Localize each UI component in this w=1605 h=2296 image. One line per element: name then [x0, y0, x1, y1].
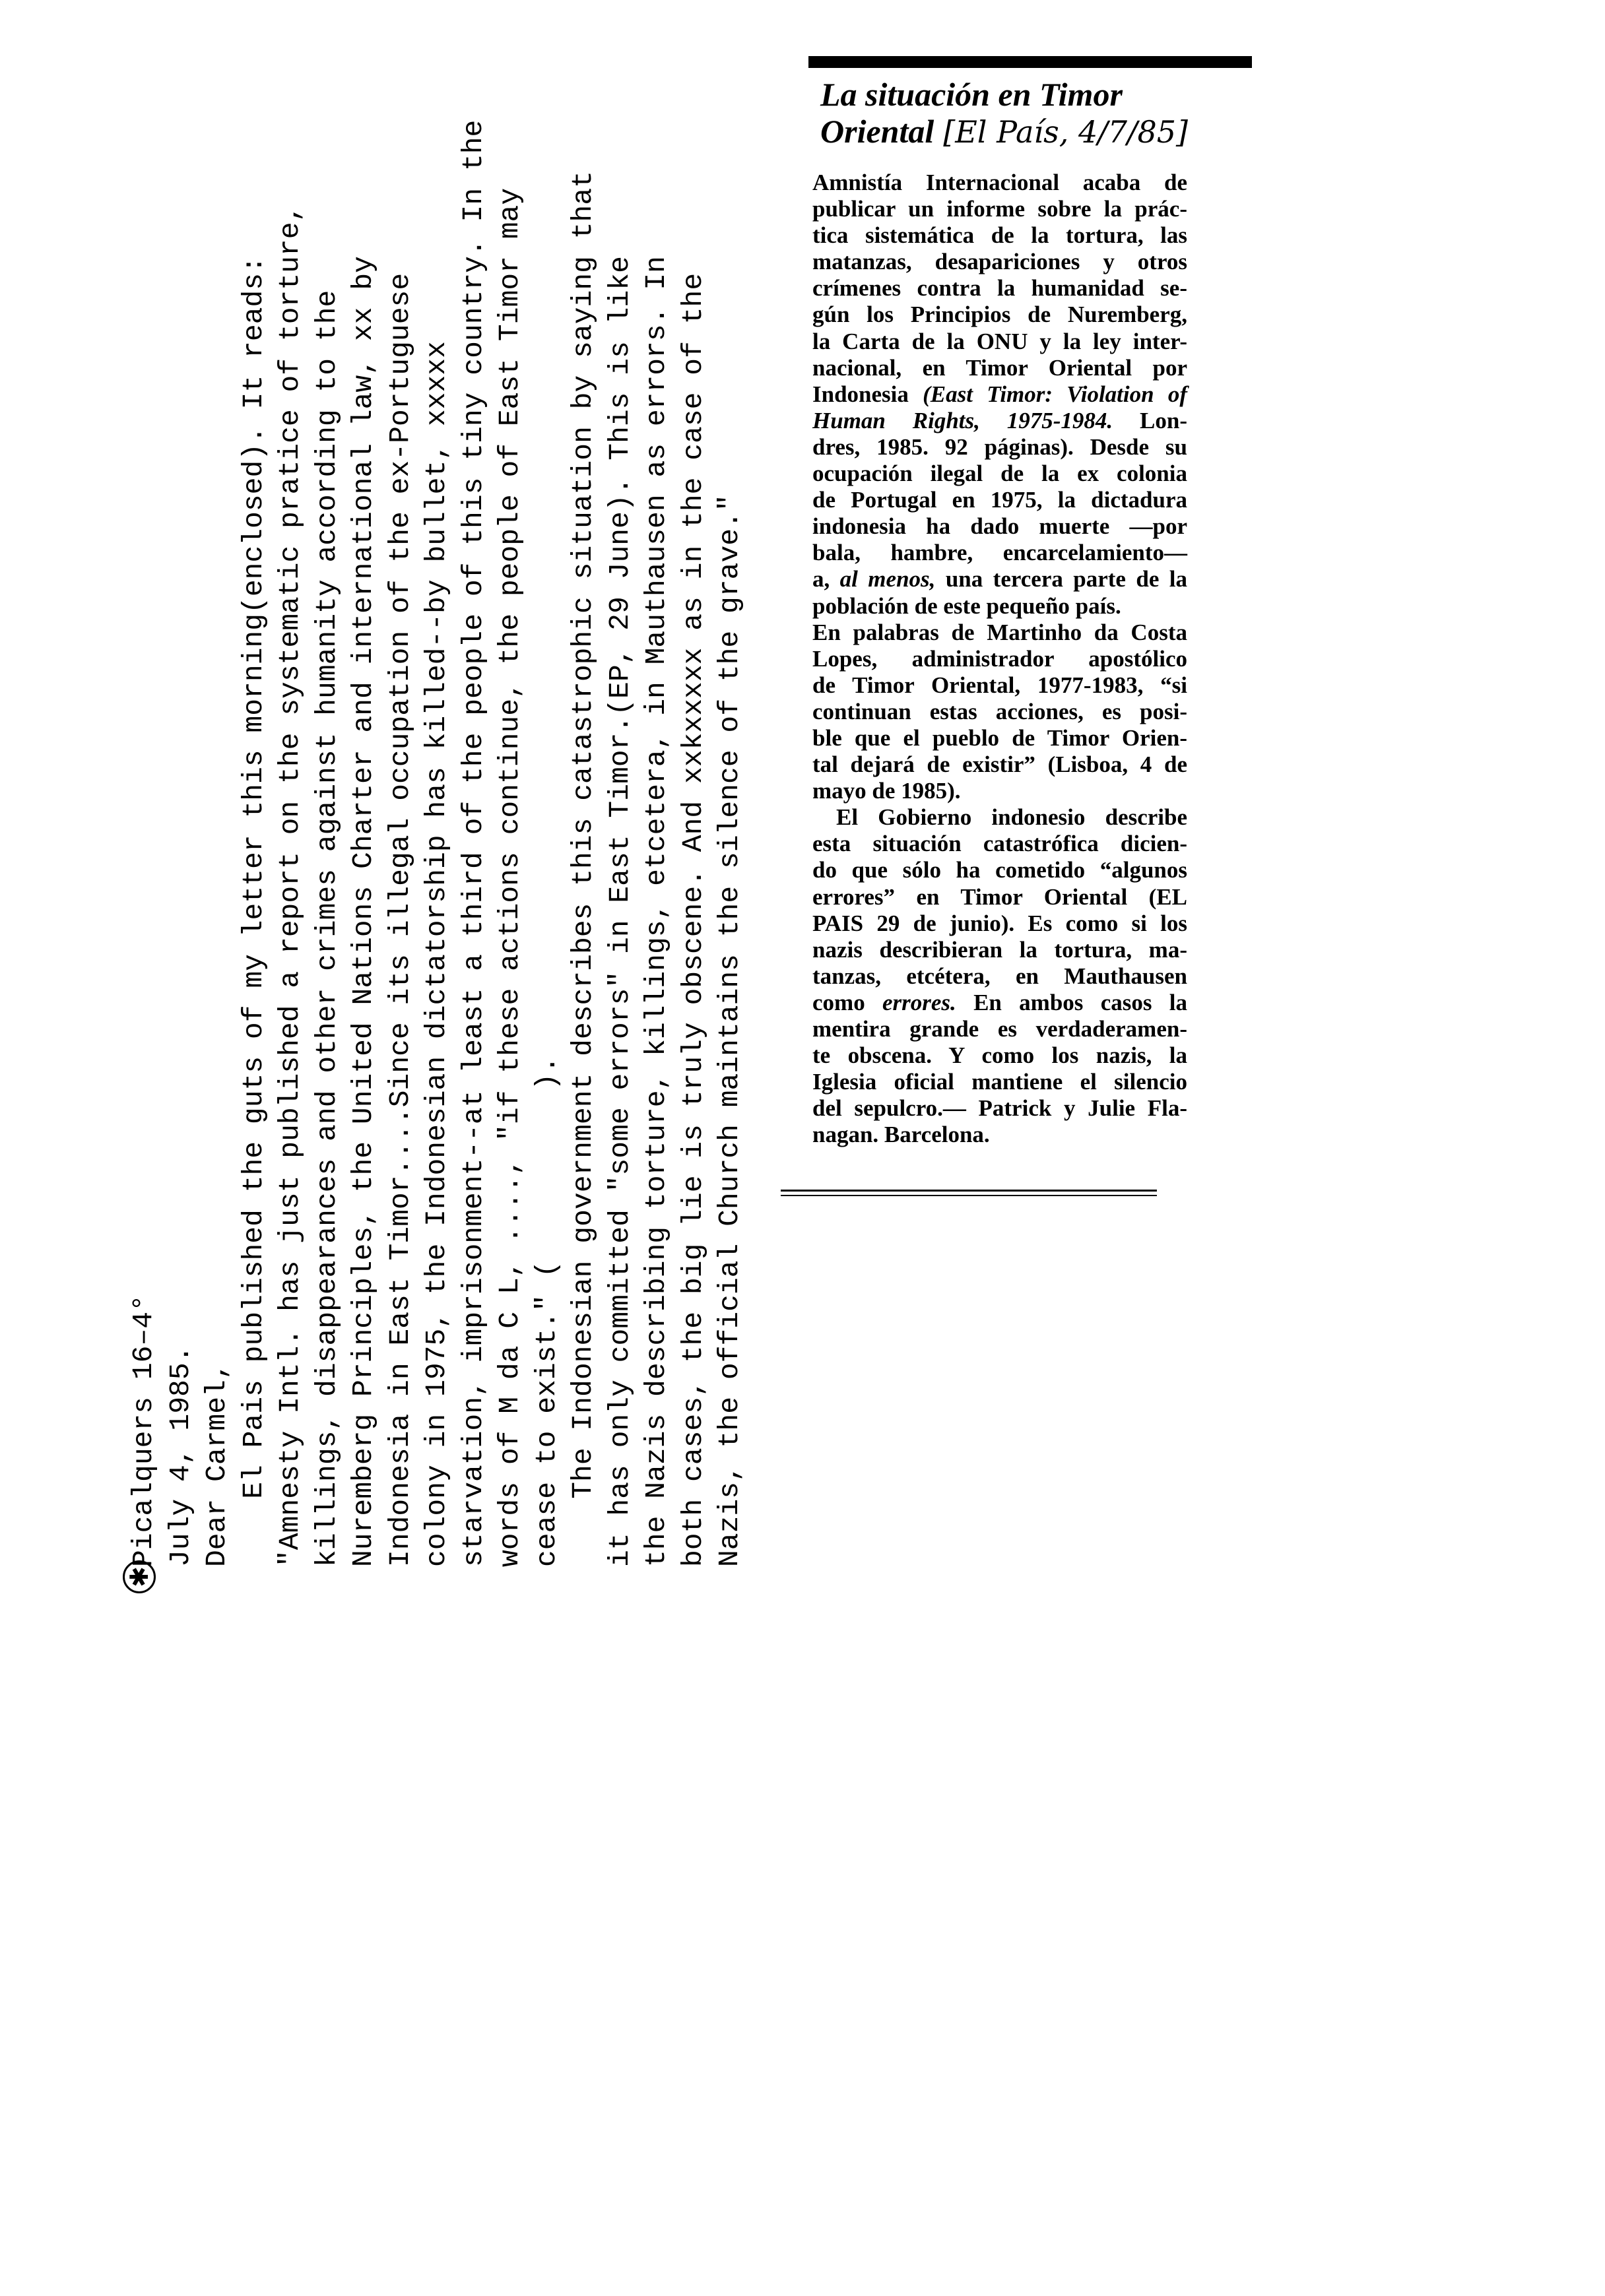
- circled-asterisk-mark: ✱: [123, 1560, 156, 1593]
- clipping-line: [812, 910, 1187, 937]
- text-segment: PAIS 29 de junio). Es como si los: [812, 910, 1187, 936]
- clipping-line: [812, 302, 1187, 328]
- newspaper-clipping: [808, 56, 1257, 1204]
- text-segment: nacional, en Timor Oriental por: [812, 354, 1187, 381]
- letter-line: colony in 1975, the Indonesian dictatorship has killed--by bullet, xxxxx: [420, 341, 453, 1567]
- letter-line: The Indonesian government describes this catastrophic situation by saying that: [567, 171, 599, 1567]
- text-segment: En palabras de Martinho da Costa: [812, 619, 1187, 645]
- clipping-line: [812, 804, 1187, 831]
- typewritten-letter: [125, 36, 759, 1567]
- italic-text: (East Timor: Violation of: [923, 381, 1187, 407]
- clipping-line: [812, 646, 1187, 672]
- clipping-bottom-rule: [781, 1195, 1157, 1196]
- text-segment: El Gobierno indonesio describe: [836, 804, 1187, 831]
- clipping-line: [812, 990, 1187, 1016]
- text-segment: nagan. Barcelona.: [812, 1122, 990, 1148]
- text-segment: dres, 1985. 92 páginas). Desde su: [812, 433, 1187, 460]
- clipping-line: [812, 170, 1187, 196]
- text-segment: mayo de 1985).: [812, 778, 961, 804]
- title-line-2: Oriental: [820, 113, 934, 150]
- text-segment: tica sistemática de la tortura, las: [812, 222, 1187, 249]
- letter-line: Nuremberg Principles, the United Nations Charter and international law, xx by: [347, 256, 379, 1567]
- clipping-line: [812, 1095, 1187, 1122]
- letter-line: Dear Carmel,: [201, 1362, 233, 1567]
- text-segment: del sepulcro.— Patrick y Julie Fla-: [812, 1095, 1187, 1122]
- clipping-line: [812, 1122, 1187, 1148]
- letter-line: it has only committed "some errors" in East Timor.(EP, 29 June). This is like: [603, 256, 636, 1567]
- clipping-line: [812, 540, 1187, 566]
- text-segment: tal dejará de existir” (Lisboa, 4 de: [812, 751, 1187, 778]
- text-segment: matanzas, desapariciones y otros: [812, 249, 1187, 275]
- text-segment: errores” en Timor Oriental (EL: [812, 883, 1187, 910]
- text-segment: de Portugal en 1975, la dictadura: [812, 487, 1187, 513]
- text-segment: ocupación ilegal de la ex colonia: [812, 461, 1187, 487]
- text-segment: de Timor Oriental, 1977-1983, “si: [812, 672, 1187, 698]
- text-segment: indonesia ha dado muerte —por: [812, 513, 1187, 540]
- clipping-line: [812, 725, 1187, 751]
- clipping-line: [812, 222, 1187, 249]
- clipping-line: [812, 408, 1187, 434]
- clipping-line: [812, 461, 1187, 487]
- clipping-line: [812, 434, 1187, 461]
- letter-line: "Amnesty Intl. has just published a report on the systematic pratice of torture,: [274, 205, 306, 1567]
- letter-line: the Nazis describing torture, killings, etcetera, in Mauthausen as errors. In: [640, 256, 672, 1567]
- text-segment: Lopes, administrador apostólico: [812, 645, 1187, 672]
- clipping-line: [812, 593, 1187, 620]
- text-segment: Lon-: [1113, 407, 1187, 433]
- letter-line: July 4, 1985.: [164, 1345, 197, 1567]
- clipping-line: [812, 513, 1187, 540]
- text-segment: gún los Principios de Nuremberg,: [812, 302, 1187, 328]
- clipping-line: [812, 196, 1187, 222]
- text-segment: mentira grande es verdaderamen-: [812, 1016, 1187, 1042]
- clipping-line: [812, 620, 1187, 646]
- clipping-line: [812, 1069, 1187, 1095]
- clipping-line: [812, 566, 1187, 592]
- clipping-line: [812, 249, 1187, 275]
- italic-text: errores.: [882, 989, 956, 1015]
- clipping-line: [812, 355, 1187, 381]
- text-segment: como: [812, 989, 882, 1015]
- text-segment: Amnistía Internacional acaba de: [812, 170, 1187, 195]
- clipping-line: [812, 857, 1187, 883]
- text-segment: do que sólo ha cometido “algunos: [812, 857, 1187, 883]
- title-line-1: La situación en Timor: [820, 76, 1123, 113]
- letter-line: Indonesia in East Timor....Since its illegal occupation of the ex-Portuguese: [383, 272, 416, 1567]
- text-segment: tanzas, etcétera, en Mauthausen: [812, 963, 1187, 989]
- letter-line: cease to exist." ( ).: [530, 1056, 563, 1567]
- text-segment: te obscena. Y como los nazis, la: [812, 1042, 1187, 1069]
- clipping-line: [812, 487, 1187, 513]
- text-segment: En ambos casos la: [956, 989, 1187, 1015]
- clipping-line: [812, 1016, 1187, 1042]
- clipping-line: [812, 778, 1187, 804]
- italic-text: al menos,: [839, 566, 936, 592]
- text-segment: Iglesia oficial mantiene el silencio: [812, 1069, 1187, 1095]
- clipping-line: [812, 381, 1187, 408]
- text-segment: una tercera parte de la: [935, 566, 1188, 592]
- letter-line: killings, disappearances and other crimes against humanity according to the: [310, 290, 343, 1567]
- handwritten-source-note: [El País, 4/7/85]: [943, 114, 1188, 150]
- clipping-line: [812, 329, 1187, 355]
- clipping-line: [812, 963, 1187, 990]
- clipping-line: [812, 275, 1187, 302]
- clipping-top-rule: [808, 56, 1252, 68]
- clipping-line: [812, 937, 1187, 963]
- italic-text: Human Rights, 1975-1984.: [812, 407, 1113, 433]
- text-segment: ble que el pueblo de Timor Orien-: [812, 724, 1187, 751]
- clipping-body: [812, 170, 1187, 1148]
- clipping-line: [812, 884, 1187, 910]
- clipping-bottom-rule: [781, 1190, 1157, 1192]
- clipping-line: [812, 831, 1187, 857]
- text-segment: Indonesia: [812, 381, 923, 407]
- letter-line: words of M da C L, ...., "if these actions continue, the people of East Timor may: [494, 187, 526, 1567]
- text-segment: población de este pequeño país.: [812, 592, 1121, 619]
- text-segment: crímenes contra la humanidad se-: [812, 275, 1187, 302]
- clipping-title: [820, 76, 1216, 150]
- letter-line: starvation, imprisonment--at least a third of the people of this tiny country. In the: [457, 119, 490, 1567]
- letter-line: Picalquers 16–4°: [127, 1294, 160, 1567]
- letter-line: both cases, the big lie is truly obscene. And xxkxxxxx as in the case of the: [676, 272, 709, 1567]
- text-segment: continuan estas acciones, es posi-: [812, 698, 1187, 724]
- text-segment: esta situación catastrófica dicien-: [812, 831, 1187, 857]
- clipping-line: [812, 699, 1187, 725]
- text-segment: publicar un informe sobre la prác-: [812, 196, 1187, 222]
- letter-line: El Pais published the guts of my letter this morning(enclosed). It reads:: [237, 256, 270, 1567]
- text-segment: a,: [812, 566, 840, 592]
- text-segment: bala, hambre, encarcelamiento—: [812, 540, 1187, 566]
- text-segment: nazis describieran la tortura, ma-: [812, 936, 1187, 963]
- letter-line: Nazis, the official Church maintains the silence of the grave.": [713, 494, 746, 1567]
- clipping-line: [812, 1042, 1187, 1069]
- text-segment: la Carta de la ONU y la ley inter-: [812, 328, 1187, 354]
- clipping-line: [812, 751, 1187, 778]
- clipping-line: [812, 672, 1187, 699]
